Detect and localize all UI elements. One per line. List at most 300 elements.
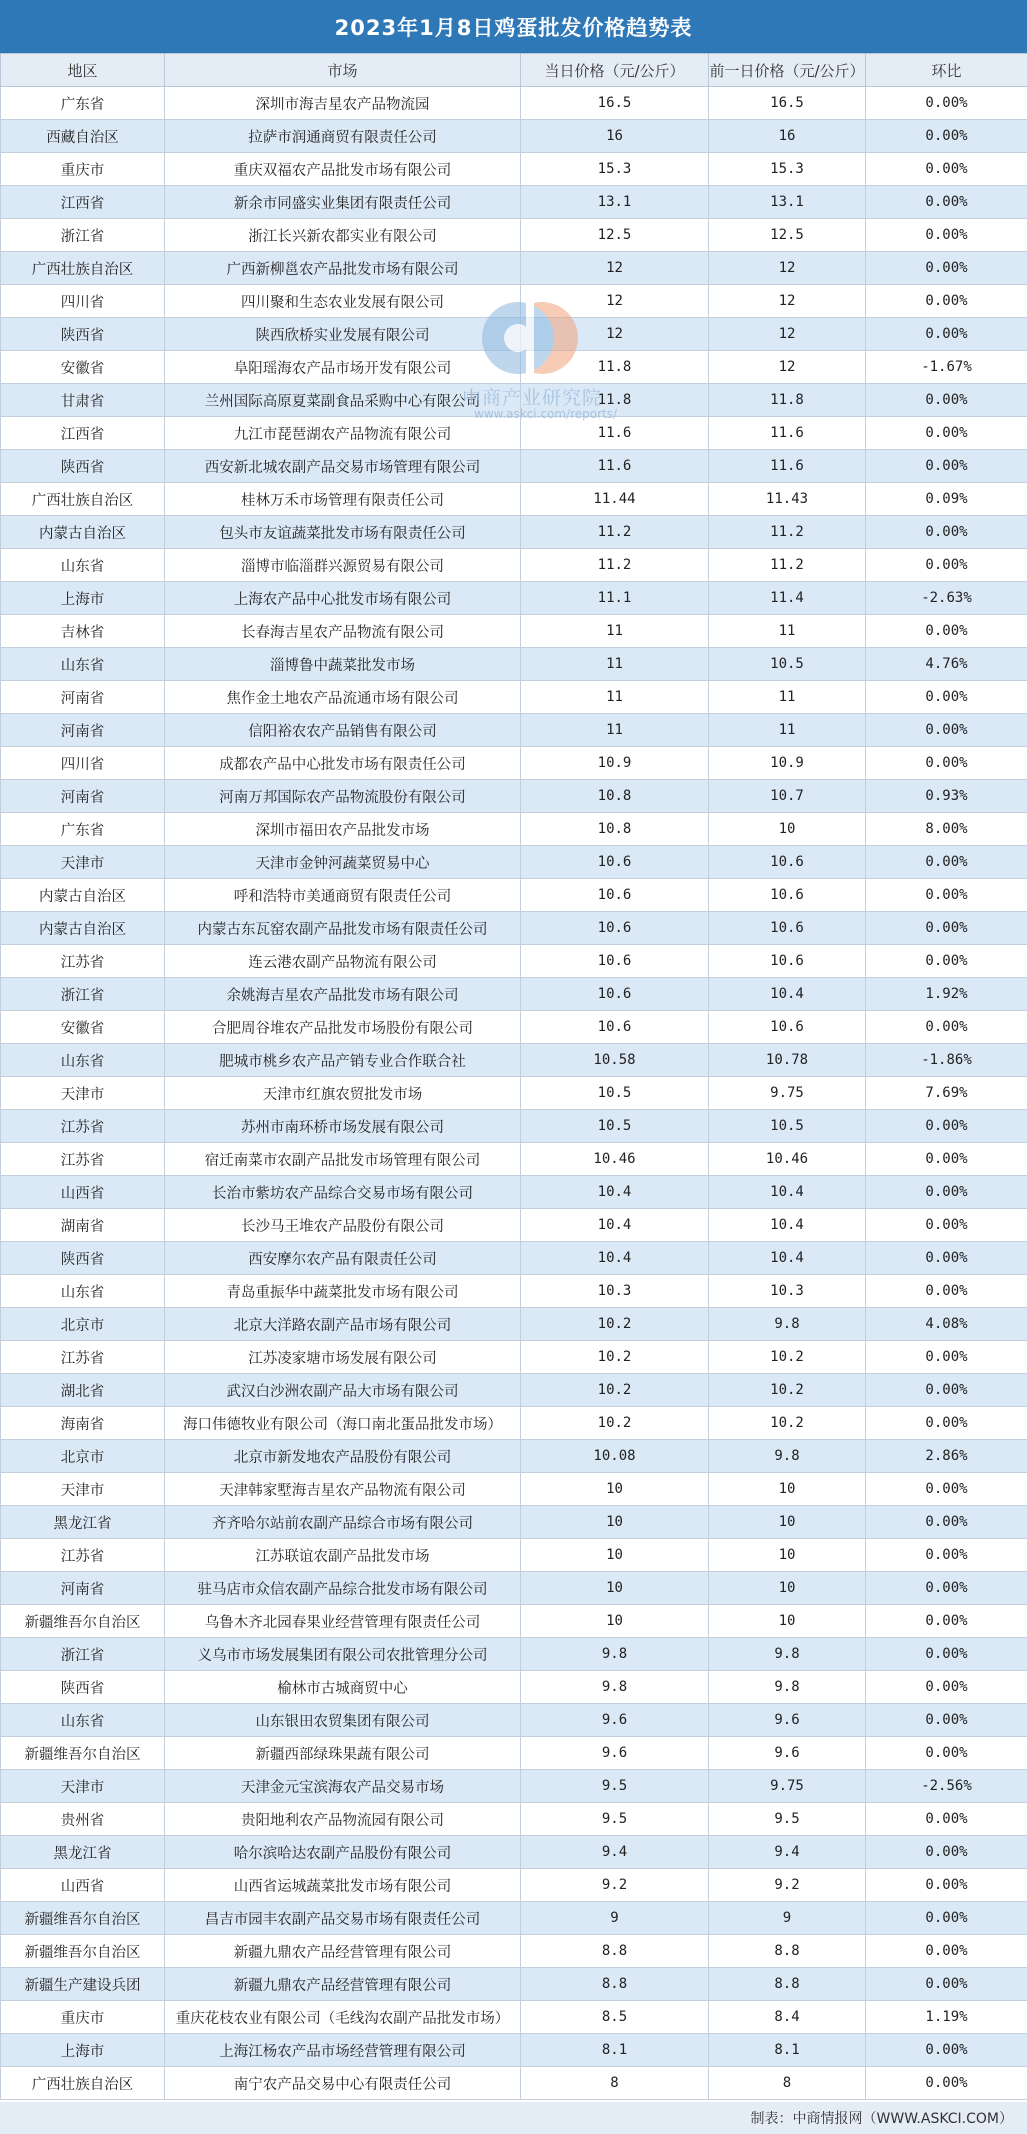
change-cell: 0.00% (866, 318, 1027, 351)
prev-price-cell: 9.6 (709, 1737, 866, 1770)
market-cell: 新疆九鼎农产品经营管理有限公司 (165, 1935, 521, 1968)
table-footer: 制表：中商情报网（WWW.ASKCI.COM） (0, 2102, 1027, 2134)
prev-price-cell: 10.4 (709, 978, 866, 1011)
table-row (1, 1473, 1027, 1506)
today-price-cell: 16 (521, 120, 709, 153)
market-cell: 北京市新发地农产品股份有限公司 (165, 1440, 521, 1473)
table-row (1, 879, 1027, 912)
change-cell: 0.00% (866, 1935, 1027, 1968)
table-row (1, 1605, 1027, 1638)
change-cell: 0.00% (866, 714, 1027, 747)
table-row (1, 1737, 1027, 1770)
today-price-cell: 9.2 (521, 1869, 709, 1902)
prev-price-cell: 10 (709, 1506, 866, 1539)
prev-price-cell: 10.6 (709, 879, 866, 912)
region-cell: 江苏省 (1, 1341, 165, 1374)
prev-price-cell: 12 (709, 252, 866, 285)
table-row (1, 1044, 1027, 1077)
market-cell: 上海农产品中心批发市场有限公司 (165, 582, 521, 615)
region-cell: 上海市 (1, 582, 165, 615)
change-cell: 4.76% (866, 648, 1027, 681)
market-cell: 新疆九鼎农产品经营管理有限公司 (165, 1968, 521, 2001)
today-price-cell: 10.6 (521, 978, 709, 1011)
market-cell: 阜阳瑶海农产品市场开发有限公司 (165, 351, 521, 384)
prev-price-cell: 16.5 (709, 87, 866, 120)
market-cell: 贵阳地利农产品物流园有限公司 (165, 1803, 521, 1836)
market-cell: 包头市友谊蔬菜批发市场有限责任公司 (165, 516, 521, 549)
change-cell: 0.00% (866, 681, 1027, 714)
table-row (1, 219, 1027, 252)
region-cell: 广东省 (1, 87, 165, 120)
change-cell: 8.00% (866, 813, 1027, 846)
table-row (1, 582, 1027, 615)
today-price-cell: 8.1 (521, 2034, 709, 2067)
table-row (1, 1803, 1027, 1836)
prev-price-cell: 10.9 (709, 747, 866, 780)
change-cell: 0.00% (866, 120, 1027, 153)
region-cell: 山东省 (1, 1044, 165, 1077)
prev-price-cell: 10.2 (709, 1407, 866, 1440)
header-market: 市场 (165, 54, 521, 87)
region-cell: 内蒙古自治区 (1, 912, 165, 945)
change-cell: 0.00% (866, 1374, 1027, 1407)
region-cell: 天津市 (1, 1473, 165, 1506)
table-row (1, 120, 1027, 153)
change-cell: -2.63% (866, 582, 1027, 615)
market-cell: 焦作金土地农产品流通市场有限公司 (165, 681, 521, 714)
prev-price-cell: 10.6 (709, 945, 866, 978)
region-cell: 湖南省 (1, 1209, 165, 1242)
prev-price-cell: 8 (709, 2067, 866, 2100)
change-cell: 0.00% (866, 1242, 1027, 1275)
today-price-cell: 10.6 (521, 912, 709, 945)
prev-price-cell: 10.4 (709, 1176, 866, 1209)
prev-price-cell: 16 (709, 120, 866, 153)
table-row (1, 912, 1027, 945)
today-price-cell: 9.5 (521, 1803, 709, 1836)
egg-price-table (0, 53, 1027, 2100)
region-cell: 黑龙江省 (1, 1506, 165, 1539)
table-row (1, 1143, 1027, 1176)
table-row (1, 1638, 1027, 1671)
table-row (1, 1869, 1027, 1902)
prev-price-cell: 15.3 (709, 153, 866, 186)
table-row (1, 450, 1027, 483)
region-cell: 江苏省 (1, 945, 165, 978)
region-cell: 陕西省 (1, 450, 165, 483)
today-price-cell: 10.8 (521, 813, 709, 846)
change-cell: 0.00% (866, 417, 1027, 450)
change-cell: 4.08% (866, 1308, 1027, 1341)
table-row (1, 978, 1027, 1011)
region-cell: 天津市 (1, 1077, 165, 1110)
market-cell: 新余市同盛实业集团有限责任公司 (165, 186, 521, 219)
prev-price-cell: 9.8 (709, 1308, 866, 1341)
region-cell: 广西壮族自治区 (1, 252, 165, 285)
today-price-cell: 10.2 (521, 1341, 709, 1374)
table-row (1, 846, 1027, 879)
change-cell: 0.00% (866, 1803, 1027, 1836)
change-cell: 0.00% (866, 945, 1027, 978)
table-row (1, 1077, 1027, 1110)
today-price-cell: 10 (521, 1572, 709, 1605)
prev-price-cell: 10.5 (709, 648, 866, 681)
today-price-cell: 10.46 (521, 1143, 709, 1176)
region-cell: 上海市 (1, 2034, 165, 2067)
table-row (1, 1242, 1027, 1275)
prev-price-cell: 10.2 (709, 1341, 866, 1374)
change-cell: 7.69% (866, 1077, 1027, 1110)
prev-price-cell: 10 (709, 1539, 866, 1572)
today-price-cell: 8.8 (521, 1935, 709, 1968)
region-cell: 黑龙江省 (1, 1836, 165, 1869)
market-cell: 齐齐哈尔站前农副产品综合市场有限公司 (165, 1506, 521, 1539)
change-cell: -2.56% (866, 1770, 1027, 1803)
region-cell: 浙江省 (1, 1638, 165, 1671)
table-row (1, 1539, 1027, 1572)
today-price-cell: 8.8 (521, 1968, 709, 2001)
change-cell: 0.00% (866, 1011, 1027, 1044)
prev-price-cell: 9.8 (709, 1440, 866, 1473)
region-cell: 贵州省 (1, 1803, 165, 1836)
change-cell: 0.00% (866, 2067, 1027, 2100)
market-cell: 余姚海吉星农产品批发市场有限公司 (165, 978, 521, 1011)
today-price-cell: 10.5 (521, 1077, 709, 1110)
change-cell: 0.00% (866, 1209, 1027, 1242)
table-title: 2023年1月8日鸡蛋批发价格趋势表 (0, 0, 1027, 53)
change-cell: 0.00% (866, 153, 1027, 186)
prev-price-cell: 10 (709, 1605, 866, 1638)
table-row (1, 615, 1027, 648)
prev-price-cell: 10 (709, 813, 866, 846)
market-cell: 上海江杨农产品市场经营管理有限公司 (165, 2034, 521, 2067)
region-cell: 广西壮族自治区 (1, 483, 165, 516)
region-cell: 浙江省 (1, 219, 165, 252)
change-cell: 0.00% (866, 1968, 1027, 2001)
market-cell: 义乌市市场发展集团有限公司农批管理分公司 (165, 1638, 521, 1671)
change-cell: 0.00% (866, 1704, 1027, 1737)
prev-price-cell: 9.5 (709, 1803, 866, 1836)
table-row (1, 1671, 1027, 1704)
market-cell: 合肥周谷堆农产品批发市场股份有限公司 (165, 1011, 521, 1044)
today-price-cell: 11.6 (521, 450, 709, 483)
table-row (1, 714, 1027, 747)
today-price-cell: 11.1 (521, 582, 709, 615)
change-cell: 0.00% (866, 1176, 1027, 1209)
region-cell: 陕西省 (1, 318, 165, 351)
table-row (1, 2001, 1027, 2034)
today-price-cell: 11.44 (521, 483, 709, 516)
change-cell: 0.00% (866, 87, 1027, 120)
region-cell: 山东省 (1, 549, 165, 582)
table-row (1, 1209, 1027, 1242)
prev-price-cell: 11 (709, 615, 866, 648)
region-cell: 山东省 (1, 1275, 165, 1308)
today-price-cell: 10.2 (521, 1308, 709, 1341)
today-price-cell: 12 (521, 252, 709, 285)
region-cell: 四川省 (1, 285, 165, 318)
region-cell: 吉林省 (1, 615, 165, 648)
market-cell: 南宁农产品交易中心有限责任公司 (165, 2067, 521, 2100)
change-cell: 0.00% (866, 747, 1027, 780)
change-cell: 0.00% (866, 1506, 1027, 1539)
today-price-cell: 9.6 (521, 1737, 709, 1770)
today-price-cell: 9.8 (521, 1638, 709, 1671)
table-row (1, 1176, 1027, 1209)
region-cell: 河南省 (1, 714, 165, 747)
prev-price-cell: 12.5 (709, 219, 866, 252)
market-cell: 拉萨市润通商贸有限责任公司 (165, 120, 521, 153)
today-price-cell: 10.2 (521, 1374, 709, 1407)
table-row (1, 945, 1027, 978)
table-row (1, 780, 1027, 813)
prev-price-cell: 13.1 (709, 186, 866, 219)
market-cell: 驻马店市众信农副产品综合批发市场有限公司 (165, 1572, 521, 1605)
region-cell: 广西壮族自治区 (1, 2067, 165, 2100)
prev-price-cell: 9.8 (709, 1671, 866, 1704)
prev-price-cell: 11.2 (709, 549, 866, 582)
table-row (1, 1704, 1027, 1737)
market-cell: 长春海吉星农产品物流有限公司 (165, 615, 521, 648)
prev-price-cell: 10.2 (709, 1374, 866, 1407)
prev-price-cell: 9.4 (709, 1836, 866, 1869)
region-cell: 新疆维吾尔自治区 (1, 1935, 165, 1968)
market-cell: 内蒙古东瓦窑农副产品批发市场有限责任公司 (165, 912, 521, 945)
table-row (1, 2067, 1027, 2100)
change-cell: 0.00% (866, 285, 1027, 318)
change-cell: 0.00% (866, 1539, 1027, 1572)
market-cell: 成都农产品中心批发市场有限责任公司 (165, 747, 521, 780)
today-price-cell: 10.8 (521, 780, 709, 813)
change-cell: 1.92% (866, 978, 1027, 1011)
market-cell: 新疆西部绿珠果蔬有限公司 (165, 1737, 521, 1770)
region-cell: 江苏省 (1, 1143, 165, 1176)
prev-price-cell: 9.8 (709, 1638, 866, 1671)
market-cell: 兰州国际高原夏菜副食品采购中心有限公司 (165, 384, 521, 417)
change-cell: 0.00% (866, 1737, 1027, 1770)
market-cell: 陕西欣桥实业发展有限公司 (165, 318, 521, 351)
prev-price-cell: 10.46 (709, 1143, 866, 1176)
prev-price-cell: 10.7 (709, 780, 866, 813)
change-cell: 0.00% (866, 516, 1027, 549)
market-cell: 浙江长兴新农都实业有限公司 (165, 219, 521, 252)
change-cell: 0.00% (866, 549, 1027, 582)
market-cell: 肥城市桃乡农产品产销专业合作联合社 (165, 1044, 521, 1077)
prev-price-cell: 10.78 (709, 1044, 866, 1077)
prev-price-cell: 12 (709, 351, 866, 384)
prev-price-cell: 8.4 (709, 2001, 866, 2034)
market-cell: 天津金元宝滨海农产品交易市场 (165, 1770, 521, 1803)
today-price-cell: 10 (521, 1539, 709, 1572)
table-row (1, 1935, 1027, 1968)
region-cell: 江苏省 (1, 1110, 165, 1143)
table-row (1, 483, 1027, 516)
market-cell: 天津市金钟河蔬菜贸易中心 (165, 846, 521, 879)
region-cell: 陕西省 (1, 1242, 165, 1275)
region-cell: 江西省 (1, 417, 165, 450)
market-cell: 桂林万禾市场管理有限责任公司 (165, 483, 521, 516)
header-region: 地区 (1, 54, 165, 87)
table-row (1, 1407, 1027, 1440)
table-row (1, 1770, 1027, 1803)
change-cell: 0.00% (866, 252, 1027, 285)
prev-price-cell: 10.3 (709, 1275, 866, 1308)
prev-price-cell: 11.2 (709, 516, 866, 549)
prev-price-cell: 10.4 (709, 1242, 866, 1275)
region-cell: 内蒙古自治区 (1, 879, 165, 912)
region-cell: 湖北省 (1, 1374, 165, 1407)
region-cell: 安徽省 (1, 1011, 165, 1044)
market-cell: 西安摩尔农产品有限责任公司 (165, 1242, 521, 1275)
today-price-cell: 9.4 (521, 1836, 709, 1869)
table-row (1, 318, 1027, 351)
today-price-cell: 16.5 (521, 87, 709, 120)
today-price-cell: 9.6 (521, 1704, 709, 1737)
prev-price-cell: 12 (709, 285, 866, 318)
prev-price-cell: 8.8 (709, 1935, 866, 1968)
change-cell: 0.00% (866, 1143, 1027, 1176)
table-row (1, 1341, 1027, 1374)
market-cell: 山东银田农贸集团有限公司 (165, 1704, 521, 1737)
market-cell: 广西新柳邕农产品批发市场有限公司 (165, 252, 521, 285)
table-row (1, 1902, 1027, 1935)
table-row (1, 87, 1027, 120)
market-cell: 淄博市临淄群兴源贸易有限公司 (165, 549, 521, 582)
market-cell: 青岛重振华中蔬菜批发市场有限公司 (165, 1275, 521, 1308)
region-cell: 陕西省 (1, 1671, 165, 1704)
prev-price-cell: 9 (709, 1902, 866, 1935)
change-cell: 0.93% (866, 780, 1027, 813)
change-cell: 2.86% (866, 1440, 1027, 1473)
region-cell: 河南省 (1, 681, 165, 714)
change-cell: 0.00% (866, 450, 1027, 483)
change-cell: 0.00% (866, 1836, 1027, 1869)
region-cell: 山西省 (1, 1176, 165, 1209)
change-cell: 0.00% (866, 1869, 1027, 1902)
region-cell: 广东省 (1, 813, 165, 846)
region-cell: 安徽省 (1, 351, 165, 384)
region-cell: 新疆维吾尔自治区 (1, 1902, 165, 1935)
market-cell: 昌吉市园丰农副产品交易市场有限责任公司 (165, 1902, 521, 1935)
market-cell: 海口伟德牧业有限公司（海口南北蛋品批发市场） (165, 1407, 521, 1440)
prev-price-cell: 11.43 (709, 483, 866, 516)
market-cell: 乌鲁木齐北园春果业经营管理有限责任公司 (165, 1605, 521, 1638)
prev-price-cell: 12 (709, 318, 866, 351)
today-price-cell: 10.08 (521, 1440, 709, 1473)
prev-price-cell: 9.75 (709, 1770, 866, 1803)
prev-price-cell: 8.1 (709, 2034, 866, 2067)
region-cell: 北京市 (1, 1440, 165, 1473)
change-cell: 1.19% (866, 2001, 1027, 2034)
today-price-cell: 10.4 (521, 1176, 709, 1209)
region-cell: 四川省 (1, 747, 165, 780)
region-cell: 新疆维吾尔自治区 (1, 1605, 165, 1638)
change-cell: 0.00% (866, 1473, 1027, 1506)
today-price-cell: 10.4 (521, 1242, 709, 1275)
region-cell: 甘肃省 (1, 384, 165, 417)
region-cell: 天津市 (1, 846, 165, 879)
today-price-cell: 11 (521, 648, 709, 681)
market-cell: 河南万邦国际农产品物流股份有限公司 (165, 780, 521, 813)
region-cell: 内蒙古自治区 (1, 516, 165, 549)
change-cell: -1.86% (866, 1044, 1027, 1077)
table-row (1, 1308, 1027, 1341)
region-cell: 浙江省 (1, 978, 165, 1011)
region-cell: 新疆维吾尔自治区 (1, 1737, 165, 1770)
today-price-cell: 9.5 (521, 1770, 709, 1803)
market-cell: 江苏凌家塘市场发展有限公司 (165, 1341, 521, 1374)
prev-price-cell: 10.6 (709, 912, 866, 945)
prev-price-cell: 8.8 (709, 1968, 866, 2001)
prev-price-cell: 10.6 (709, 846, 866, 879)
table-row (1, 1275, 1027, 1308)
table-row (1, 681, 1027, 714)
header-today-price: 当日价格（元/公斤） (521, 54, 709, 87)
today-price-cell: 10.6 (521, 879, 709, 912)
prev-price-cell: 11 (709, 714, 866, 747)
table-row (1, 747, 1027, 780)
region-cell: 北京市 (1, 1308, 165, 1341)
today-price-cell: 15.3 (521, 153, 709, 186)
today-price-cell: 11.2 (521, 549, 709, 582)
change-cell: 0.00% (866, 879, 1027, 912)
prev-price-cell: 10 (709, 1473, 866, 1506)
table-row (1, 1374, 1027, 1407)
market-cell: 九江市琵琶湖农产品物流有限公司 (165, 417, 521, 450)
market-cell: 榆林市古城商贸中心 (165, 1671, 521, 1704)
market-cell: 西安新北城农副产品交易市场管理有限公司 (165, 450, 521, 483)
table-row (1, 417, 1027, 450)
today-price-cell: 9 (521, 1902, 709, 1935)
today-price-cell: 9.8 (521, 1671, 709, 1704)
table-row (1, 1572, 1027, 1605)
change-cell: 0.00% (866, 1341, 1027, 1374)
market-cell: 淄博鲁中蔬菜批发市场 (165, 648, 521, 681)
table-row (1, 1110, 1027, 1143)
change-cell: -1.67% (866, 351, 1027, 384)
region-cell: 海南省 (1, 1407, 165, 1440)
header-row (1, 54, 1027, 87)
today-price-cell: 11 (521, 615, 709, 648)
table-row (1, 1506, 1027, 1539)
today-price-cell: 11.6 (521, 417, 709, 450)
today-price-cell: 10 (521, 1473, 709, 1506)
today-price-cell: 11.8 (521, 384, 709, 417)
today-price-cell: 13.1 (521, 186, 709, 219)
prev-price-cell: 11.4 (709, 582, 866, 615)
region-cell: 山西省 (1, 1869, 165, 1902)
change-cell: 0.00% (866, 2034, 1027, 2067)
market-cell: 天津市红旗农贸批发市场 (165, 1077, 521, 1110)
market-cell: 武汉白沙洲农副产品大市场有限公司 (165, 1374, 521, 1407)
table-row (1, 153, 1027, 186)
change-cell: 0.00% (866, 615, 1027, 648)
prev-price-cell: 11.6 (709, 417, 866, 450)
region-cell: 重庆市 (1, 2001, 165, 2034)
region-cell: 西藏自治区 (1, 120, 165, 153)
today-price-cell: 10.6 (521, 1011, 709, 1044)
region-cell: 河南省 (1, 1572, 165, 1605)
today-price-cell: 10 (521, 1506, 709, 1539)
prev-price-cell: 10.5 (709, 1110, 866, 1143)
prev-price-cell: 10.6 (709, 1011, 866, 1044)
change-cell: 0.09% (866, 483, 1027, 516)
region-cell: 新疆生产建设兵团 (1, 1968, 165, 2001)
watermark-url: www.askci.com/reports/ (474, 407, 618, 421)
change-cell: 0.00% (866, 1605, 1027, 1638)
market-cell: 呼和浩特市美通商贸有限责任公司 (165, 879, 521, 912)
region-cell: 江西省 (1, 186, 165, 219)
